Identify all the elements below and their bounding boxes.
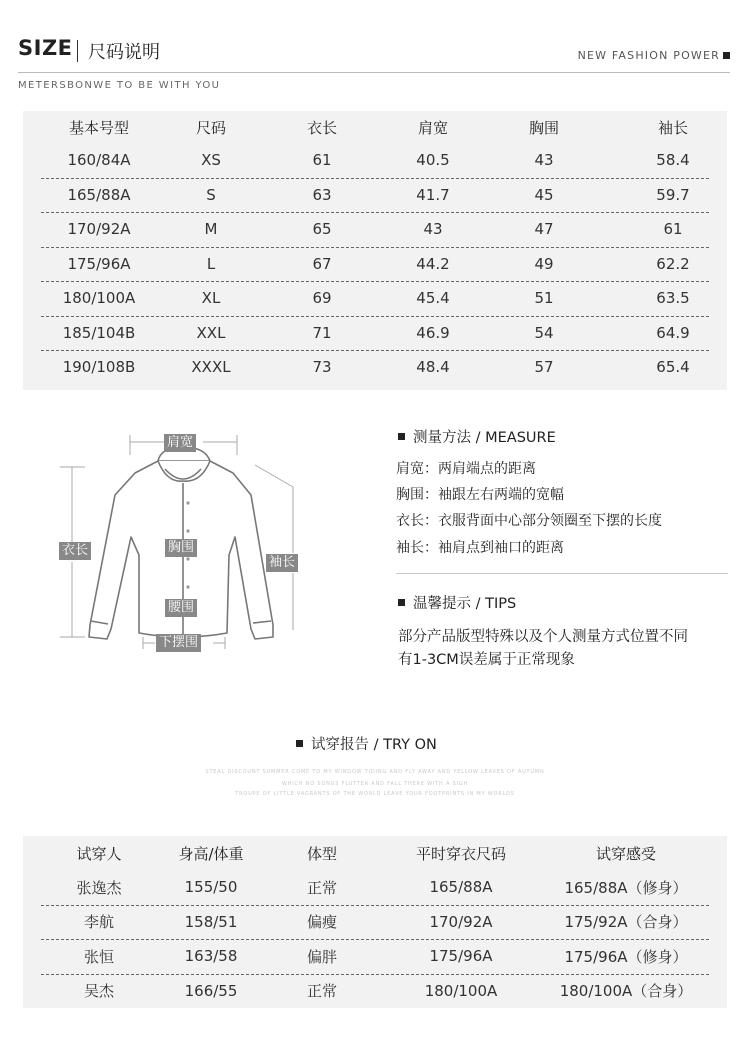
size-cell: 67 (312, 254, 332, 273)
tryon-cell: 180/100A (424, 981, 498, 1000)
title-separator (77, 40, 78, 62)
row-divider (41, 281, 709, 282)
tryon-table (23, 836, 727, 1008)
size-header-cell: 基本号型 (68, 118, 129, 137)
size-cell: 48.4 (416, 358, 450, 377)
table-row (23, 974, 727, 1009)
tryon-cell: 偏瘦 (306, 913, 337, 932)
size-header-cell: 衣长 (306, 118, 337, 137)
garment-diagram (55, 425, 315, 665)
size-cell: 59.7 (656, 185, 690, 204)
hem-label: 下摆围 (156, 634, 201, 652)
tips-title: 温馨提示 / TIPS (413, 596, 517, 612)
size-cell: 65 (312, 220, 332, 239)
size-cell: 165/88A (67, 185, 131, 204)
size-cell: 47 (534, 220, 554, 239)
size-cell: 58.4 (656, 151, 690, 170)
measure-heading (398, 426, 556, 447)
tryon-cell: 张逸杰 (76, 878, 122, 897)
table-row (23, 939, 727, 974)
size-header-cell: 肩宽 (417, 118, 448, 137)
fashion-power-tag (578, 49, 730, 62)
shoulder-width-label: 肩宽 (164, 434, 196, 452)
section-divider (396, 573, 728, 574)
size-header-cell: 尺码 (195, 118, 226, 137)
tryon-cell: 吴杰 (83, 982, 114, 1001)
table-row (23, 350, 727, 385)
decorative-text: TROUPE OF LITTLE VAGRANTS OF THE WORLD LEAVE YOUR FOOTPRINTS IN MY WORLDS (235, 791, 515, 797)
size-cell: 51 (534, 289, 554, 308)
size-cell: 185/104B (62, 323, 136, 342)
tryon-cell: 正常 (306, 878, 337, 897)
size-header-cell: 胸围 (528, 118, 559, 137)
waist-label: 腰围 (165, 599, 197, 617)
table-row (23, 178, 727, 213)
tryon-cell: 158/51 (184, 912, 238, 931)
row-divider (41, 350, 709, 351)
size-cell: 64.9 (656, 323, 690, 342)
tryon-cell: 165/88A (429, 878, 493, 897)
size-cell: 175/96A (67, 254, 131, 273)
size-cell: 63 (312, 185, 332, 204)
size-cell: 44.2 (416, 254, 450, 273)
size-cell: 69 (312, 289, 332, 308)
tryon-cell: 170/92A (429, 912, 493, 931)
tryon-cell: 180/100A（合身） (559, 982, 693, 1001)
measure-line: 袖长：袖肩点到袖口的距离 (396, 540, 564, 556)
tips-line: 有1-3CM误差属于正常现象 (398, 652, 575, 668)
body-length-label: 衣长 (59, 542, 91, 560)
size-cell: S (206, 185, 216, 204)
row-divider (41, 247, 709, 248)
row-divider (41, 974, 709, 975)
size-cell: 160/84A (67, 151, 131, 170)
size-cell: 49 (534, 254, 554, 273)
size-header-cell: 袖长 (657, 118, 688, 137)
tryon-title: 试穿报告 / TRY ON (311, 737, 437, 753)
size-header-row (23, 111, 727, 143)
size-cell: 65.4 (656, 358, 690, 377)
size-cell: 63.5 (656, 289, 690, 308)
tryon-cell: 166/55 (184, 981, 238, 1000)
decorative-text: WHICH NO SONGS FLUTTER AND FALL THERE WITH A SIGH (281, 781, 469, 787)
tryon-heading (296, 733, 437, 754)
size-cell: 190/108B (62, 358, 136, 377)
square-bullet-icon (296, 740, 303, 747)
tryon-cell: 175/92A（合身） (564, 913, 688, 932)
brand-slogan: METERSBONWE TO BE WITH YOU (18, 80, 221, 91)
measure-line: 胸围：袖跟左右两端的宽幅 (396, 487, 564, 503)
size-table (23, 111, 727, 390)
table-row (23, 143, 727, 178)
square-bullet-icon (723, 52, 730, 59)
tryon-cell: 155/50 (184, 878, 238, 897)
tryon-cell: 李航 (83, 913, 114, 932)
sleeve-length-label: 袖长 (266, 554, 298, 572)
size-cell: XL (201, 289, 221, 308)
tryon-header-cell: 平时穿衣尺码 (415, 844, 506, 863)
tryon-header-cell: 试穿人 (76, 844, 122, 863)
tips-line: 部分产品版型特殊以及个人测量方式位置不同 (398, 629, 688, 645)
measure-line: 衣长：衣服背面中心部分领圈至下摆的长度 (396, 513, 662, 529)
row-divider (41, 178, 709, 179)
tryon-header-cell: 体型 (306, 844, 337, 863)
size-cell: 61 (663, 220, 683, 239)
size-cell: XXL (196, 323, 226, 342)
tips-heading (398, 592, 516, 613)
tryon-cell: 正常 (306, 982, 337, 1001)
row-divider (41, 939, 709, 940)
tryon-cell: 偏胖 (306, 947, 337, 966)
tryon-header-cell: 试穿感受 (595, 844, 656, 863)
tryon-header-row (23, 836, 727, 870)
square-bullet-icon (398, 433, 405, 440)
table-row (23, 905, 727, 940)
measure-line: 肩宽：两肩端点的距离 (396, 461, 536, 477)
table-row (23, 212, 727, 247)
size-cell: 46.9 (416, 323, 450, 342)
tryon-cell: 175/96A (429, 947, 493, 966)
tryon-cell: 163/58 (184, 947, 238, 966)
size-cell: M (204, 220, 218, 239)
size-cell: 40.5 (416, 151, 450, 170)
decorative-text: STEAL DISCOUNT SUMMER COME TO MY WINDOW TIDING AND FLY AWAY AND YELLOW LEAVES OF AUTUMN (205, 769, 545, 775)
size-cell: 43 (534, 151, 554, 170)
fashion-power-text: NEW FASHION POWER (577, 49, 720, 62)
size-cell: 180/100A (62, 289, 136, 308)
size-title: SIZE (18, 36, 73, 60)
size-cell: 71 (312, 323, 332, 342)
tryon-header-cell: 身高/体重 (178, 844, 244, 863)
size-cell: 45 (534, 185, 554, 204)
table-row (23, 316, 727, 351)
size-cell: 54 (534, 323, 554, 342)
table-row (23, 870, 727, 905)
row-divider (41, 905, 709, 906)
size-cell: 170/92A (67, 220, 131, 239)
size-cell: 73 (312, 358, 332, 377)
square-bullet-icon (398, 599, 405, 606)
chest-label: 胸围 (165, 539, 197, 557)
tryon-cell: 165/88A（修身） (564, 878, 688, 897)
size-cell: 45.4 (416, 289, 450, 308)
tryon-cell: 张恒 (83, 947, 114, 966)
size-cell: XS (201, 151, 221, 170)
size-cell: 61 (312, 151, 332, 170)
size-cell: 62.2 (656, 254, 690, 273)
tryon-cell: 175/96A（修身） (564, 947, 688, 966)
size-guide-title: 尺码说明 (88, 42, 160, 63)
table-row (23, 281, 727, 316)
size-cell: 41.7 (416, 185, 450, 204)
table-row (23, 247, 727, 282)
row-divider (41, 212, 709, 213)
size-cell: XXXL (191, 358, 231, 377)
measure-title: 测量方法 / MEASURE (413, 430, 556, 446)
size-cell: L (206, 254, 216, 273)
row-divider (41, 316, 709, 317)
header-divider (18, 72, 730, 73)
size-cell: 57 (534, 358, 554, 377)
size-cell: 43 (423, 220, 443, 239)
